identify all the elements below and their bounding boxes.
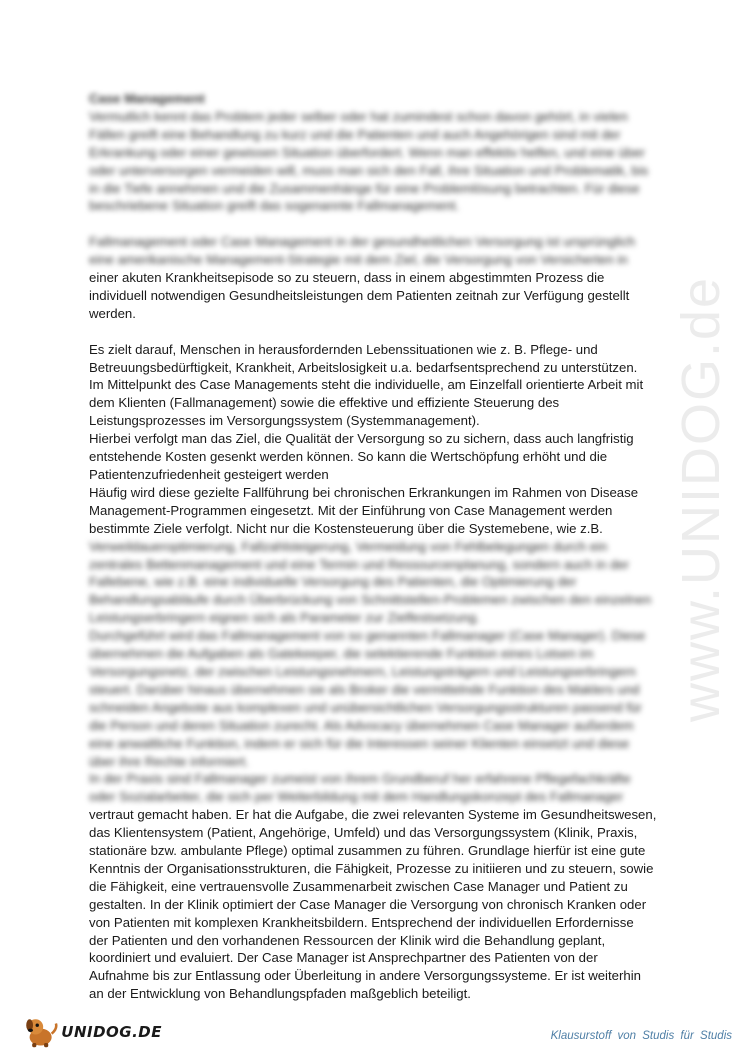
blurred-line: Fallebene, wie z.B. eine individuelle Versorgung des Patienten, die Optimierung der	[89, 574, 577, 590]
text-line: werden.	[89, 305, 136, 321]
watermark: www.UNIDOG.de	[671, 275, 731, 722]
blurred-line: Behandlungsabläufe durch Überbrückung von Schnittstellen-Problemen zwischen den einzelnen	[89, 592, 652, 608]
text-line: in die Tiefe annehmen und die Zusammenhänge für eine Problemlösung betrachten. Für diese	[89, 180, 640, 196]
definition-paragraph	[89, 233, 669, 323]
blurred-line: Fallmanagement oder Case Management in der gesundheitlichen Versorgung ist ursprünglich	[89, 234, 636, 250]
text-line: die Fähigkeit, eine vertrauensvolle Zusammenarbeit zwischen Case Manager und Patient zu	[89, 878, 628, 894]
blurred-line: über ihre Rechte informiert.	[89, 753, 249, 769]
footer-tagline: Klausurstoff von Studis für Studis	[550, 1030, 732, 1042]
blurred-line: schneiden Angebote aus komplexen und unübersichtlichen Versorgungsstrukturen passend für	[89, 699, 642, 715]
main-paragraph	[89, 341, 669, 1004]
blurred-line: oder Sozialarbeiter, die sich per Weiterbildung mit dem Handlungskonzept des Fallmanager	[89, 789, 624, 805]
text-line: Aufnahme bis zur Entlassung oder Überleitung in andere Versorgungssysteme. Er ist weiterhin	[89, 968, 641, 984]
text-line: stationäre bzw. ambulante Pflege) optimal zusammen zu führen. Grundlage hierfür ist eine gute	[89, 843, 646, 859]
text-line: Kenntnis der Organisationsstrukturen, die Fähigkeit, Prozesse zu initiieren und zu steuern, sowie	[89, 860, 654, 876]
blurred-line: übernehmen die Aufgaben als Gatekeeper, die selektierende Funktion eines Lotsen im	[89, 646, 594, 662]
text-line: Vermutlich kennt das Problem jeder selber oder hat zumindest schon davon gehört, in vielen	[89, 108, 628, 124]
document-body	[89, 90, 669, 1003]
text-line: Patientenzufriedenheit gesteigert werden	[89, 467, 329, 482]
blurred-line: In der Praxis sind Fallmanager zumeist von ihrem Grundberuf her erfahrene Pflegefachkräfte	[89, 771, 631, 787]
unidog-logo[interactable]	[22, 1012, 162, 1052]
blurred-line: eine amerikanische Management-Strategie mit dem Ziel, die Versorgung von Versicherten in	[89, 252, 628, 268]
blurred-line: Versorgungsnetz, der zwischen Leistungsnehmern, Leistungsträgern und Leistungserbringern	[89, 663, 636, 679]
text-line: Im Mittelpunkt des Case Managements steht die individuelle, am Einzelfall orientierte Arbeit mit	[89, 377, 644, 393]
text-line: der Patienten und den vorhandenen Ressourcen der Klinik wird die Behandlung geplant,	[89, 932, 606, 948]
text-line: gestalten. In der Klinik optimiert der Case Manager die Versorgung von chronisch Kranken oder	[89, 896, 647, 912]
dog-mascot-icon	[22, 1012, 59, 1052]
text-line: Hierbei verfolgt man das Ziel, die Qualität der Versorgung so zu sichern, dass auch langfristig	[89, 431, 634, 447]
text-line: oder unterversorgen vermeiden will, muss man sich den Fall, ihre Situation und Problematik, bis	[89, 162, 649, 178]
text-line: vertraut gemacht haben. Er hat die Aufgabe, die zwei relevanten Systeme im Gesundheitswesen,	[89, 807, 657, 823]
blurred-line: eine anwaltliche Funktion, indem er sich für die Interessen seiner Klienten einsetzt und diese	[89, 735, 630, 751]
text-line: Betreuungsbedürftigkeit, Krankheit, Arbeitslosigkeit u.a. bedarfsentsprechend zu unterstützen.	[89, 359, 638, 375]
text-line: einer akuten Krankheitsepisode so zu steuern, dass in einem abgestimmten Prozess die	[89, 270, 605, 286]
blurred-line: steuert. Darüber hinaus übernehmen sie als Broker die vermittelnde Funktion des Maklers und	[89, 681, 640, 697]
intro-paragraph	[89, 90, 669, 215]
text-line: koordiniert und evaluiert. Der Case Manager ist Ansprechpartner des Patienten von der	[89, 950, 598, 966]
text-line: dem Klienten (Fallmanagement) sowie die effektive und effiziente Steuerung des	[89, 395, 560, 411]
text-line: Leistungsprozesses im Versorgungssystem (Systemmanagement).	[89, 413, 480, 429]
blurred-line: Durchgeführt wird das Fallmanagement von so genannten Fallmanager (Case Manager). Diese	[89, 628, 646, 644]
text-line: an der Entwicklung von Behandlungspfaden maßgeblich beteiligt.	[89, 986, 471, 1002]
text-line: von Patienten mit komplexen Krankheitsbildern. Entsprechend der individuellen Erfordernisse	[89, 914, 634, 930]
text-line: beschriebene Situation greift das sogenannte Fallmanagement.	[89, 198, 460, 214]
text-line: entstehende Kosten gesenkt werden können. So kann die Wertschöpfung erhöht und die	[89, 449, 608, 465]
blurred-line: die Person und deren Situation zurecht. Als Advocacy übernehmen Case Manager außerdem	[89, 717, 634, 733]
blurred-line: Leistungserbringern eignen sich als Parameter zur Zielfestsetzung.	[89, 610, 480, 626]
blurred-line: Verweildaueroptimierung, Fallzahlsteigerung, Vermeidung von Fehlbelegungen durch ein	[89, 538, 608, 554]
blurred-line: zentrales Bettenmanagement und eine Termin und Ressourcenplanung, sondern auch in der	[89, 556, 630, 572]
text-line: individuell notwendigen Gesundheitsleistungen dem Patienten zeitnah zur Verfügung gestellt	[89, 287, 630, 303]
text-line: bestimmte Ziele verfolgt. Nicht nur die Kostensteuerung über die Systemebene, wie z.B.	[89, 520, 603, 536]
text-line: das Klientensystem (Patient, Angehörige, Umfeld) und das Versorgungssystem (Klinik, Praxis,	[89, 825, 638, 841]
logo-text: UNIDOG.DE	[61, 1023, 162, 1041]
text-line: Fällen greift eine Behandlung zu kurz und die Patienten und auch Angehörigen sind mit der	[89, 126, 621, 142]
text-line: Häufig wird diese gezielte Fallführung bei chronischen Erkrankungen im Rahmen von Disease	[89, 484, 639, 500]
text-line: Management-Programmen eingesetzt. Mit der Einführung von Case Management werden	[89, 502, 613, 518]
text-line: Erkrankung oder einer gewissen Situation überfordert. Wenn man effektiv helfen, und eine über	[89, 144, 645, 160]
text-line: Es zielt darauf, Menschen in herausfordernden Lebenssituationen wie z. B. Pflege- und	[89, 341, 598, 357]
heading-line: Case Management	[89, 91, 205, 106]
